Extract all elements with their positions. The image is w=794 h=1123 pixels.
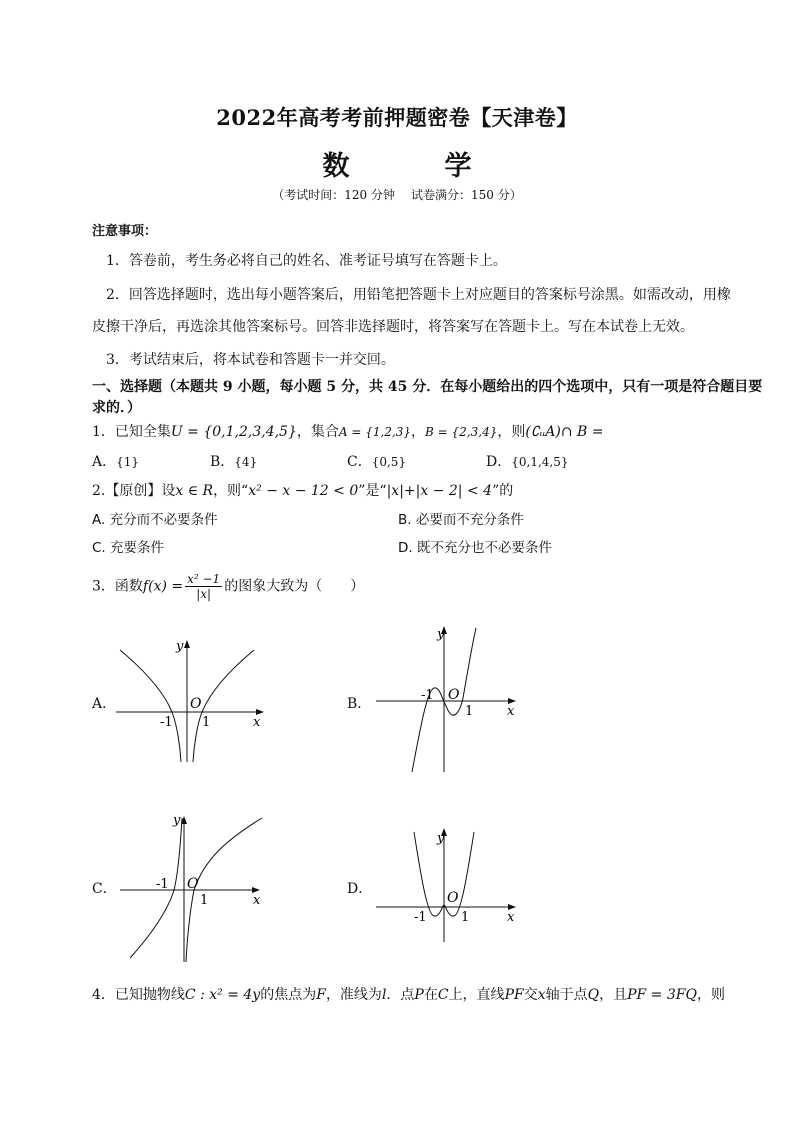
exam-time: （考试时间：120 分钟 [272, 188, 395, 202]
question-1-option-d: D．{0,1,4,5} [486, 454, 569, 470]
curve-left [120, 650, 181, 762]
pos-one-label: 1 [461, 910, 470, 925]
exam-info [0, 186, 794, 203]
notice-item-2-line-1: 2．回答选择题时，选出每小题答案后，用铅笔把答题卡上对应题目的答案标号涂黑。如需改动，用橡 [106, 287, 731, 303]
section-1-heading-line-2: 求的．） [92, 400, 141, 416]
question-2-option-c: C. 充要条件 [92, 540, 165, 556]
question-1-option-a: A．{1} [92, 454, 140, 470]
question-2-stem: 2.【原创】设x ∈ R，则“x² − x − 12 < 0”是“|x|+|x − 2| < 4”的 [92, 483, 514, 499]
question-1-stem: 1．已知全集U = {0,1,2,3,4,5}，集合A = {1,2,3}，B = {2,3,4}，则(∁ᵤA)∩ B = [92, 424, 604, 440]
x-label: x [253, 893, 261, 908]
subject-title: 数 学 [322, 151, 506, 182]
neg-one-label: -1 [421, 688, 434, 703]
graph-b-label: B． [347, 696, 372, 712]
question-2-option-b: B. 必要而不充分条件 [398, 512, 524, 528]
neg-one-label: -1 [156, 877, 169, 892]
question-2-option-a: A. 充分而不必要条件 [92, 512, 218, 528]
question-2-option-d: D. 既不充分也不必要条件 [398, 540, 552, 556]
y-label: y [176, 639, 184, 654]
question-1-option-b: B．{4} [210, 454, 258, 470]
x-label: x [507, 910, 515, 925]
full-score: 试卷满分：150 分） [411, 188, 522, 202]
question-3-stem: 3．函数f(x) = $\frac{\text{x² −1}}{|x|}$ 的图象大致为（ ） [92, 572, 365, 601]
origin-label: O [447, 890, 459, 906]
notice-item-2-line-2: 皮擦干净后，再选涂其他答案标号。回答非选择题时，将答案写在答题卡上。写在本试卷上无效。 [92, 319, 694, 335]
question-1-option-c: C．{0,5} [347, 454, 407, 470]
neg-one-label: -1 [414, 910, 427, 925]
graph-c [116, 810, 276, 965]
y-label: y [437, 627, 445, 642]
graph-a [110, 630, 270, 765]
vector-equation: PF = 3FQ [627, 987, 697, 1003]
pos-one-label: 1 [200, 893, 209, 908]
notice-item-3: 3．考试结束后，将本试卷和答题卡一并交回。 [106, 352, 395, 368]
graph-d-label: D． [347, 881, 373, 897]
y-axis-arrow [184, 640, 190, 648]
graph-b [372, 620, 522, 775]
graph-d [372, 820, 522, 950]
notice-item-1: 1．答卷前，考生务必将自己的姓名、准考证号填写在答题卡上。 [106, 253, 507, 269]
pos-one-label: 1 [202, 715, 211, 730]
y-label: y [173, 813, 181, 828]
origin-label: O [448, 687, 460, 703]
neg-one-label: -1 [160, 715, 173, 730]
curve-right [193, 650, 254, 762]
x-label: x [507, 704, 515, 719]
fraction: $\frac{\text{x² −1}}{|x|}$ [187, 572, 221, 601]
x-label: x [253, 715, 261, 730]
section-1-heading-line-1: 一、选择题（本题共 9 小题，每小题 5 分，共 45 分．在每小题给出的四个选项中，只有一项是符合题目要 [92, 379, 763, 395]
graph-a-label: A． [92, 696, 117, 712]
page-title: 2022年高考考前押题密卷【天津卷】 [216, 105, 578, 130]
question-4-stem: 4．已知抛物线C : x² = 4y的焦点为F，准线为l．点P在C上，直线PF交x轴于点Q，且PF = 3FQ，则 [92, 987, 725, 1003]
origin-label: O [190, 696, 202, 712]
origin-label: O [187, 876, 199, 892]
pos-one-label: 1 [465, 704, 474, 719]
y-label: y [437, 831, 445, 846]
notice-heading: 注意事项： [92, 224, 158, 239]
graph-c-label: C． [92, 881, 117, 897]
